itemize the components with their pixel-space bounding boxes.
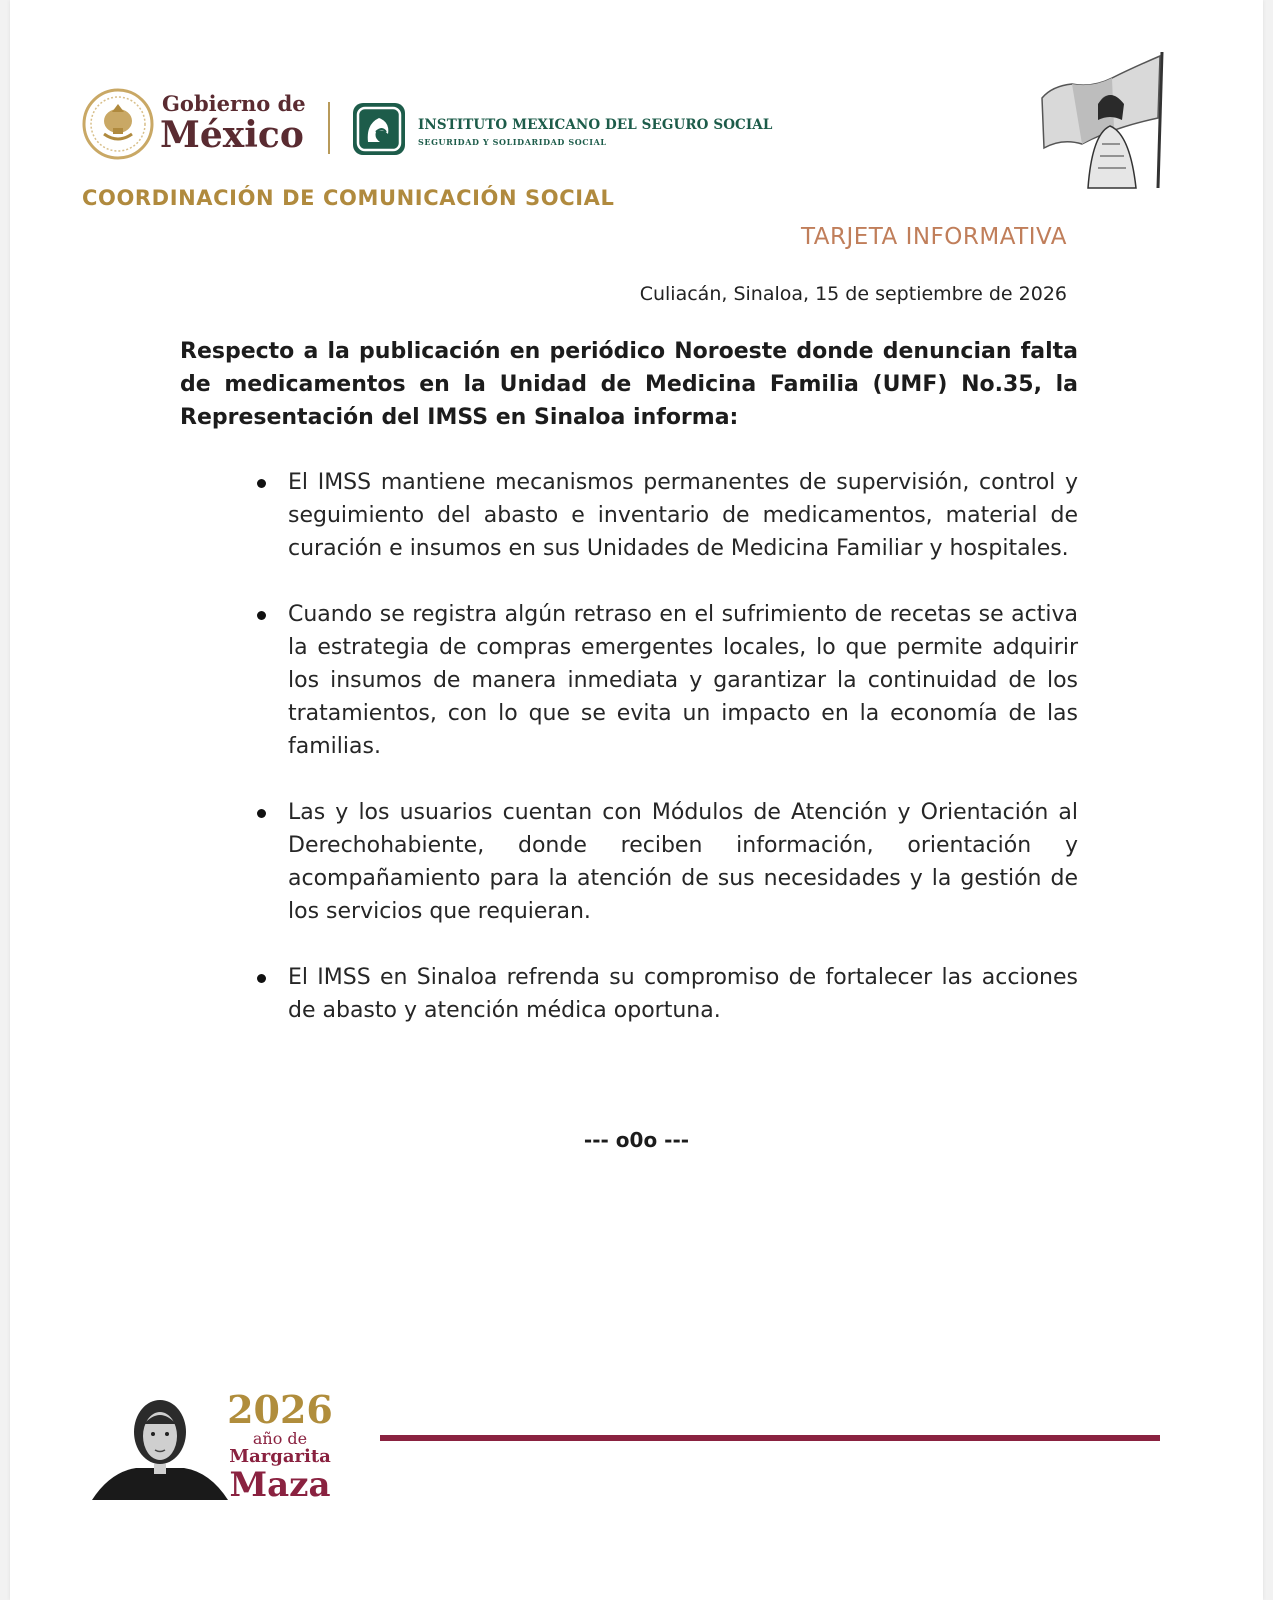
year-maza: Maza: [229, 1465, 331, 1505]
mexico-label: México: [160, 114, 304, 156]
bullet-icon: [257, 611, 266, 620]
document-page: [10, 0, 1263, 1600]
year-badge: [220, 1387, 340, 1505]
imss-logo-icon: [352, 102, 406, 156]
gobierno-label: Gobierno de: [162, 91, 306, 116]
bullet-icon: [257, 479, 266, 488]
margarita-maza-portrait: [92, 1384, 228, 1500]
bullet-text: El IMSS mantiene mecanismos permanentes de supervisión, control y seguimiento del abasto e inventario de medicamentos, material de curación e insumos en sus Unidades de Medicina Familiar y hospitales.: [288, 470, 1078, 561]
imss-tagline: SEGURIDAD Y SOLIDARIDAD SOCIAL: [418, 137, 607, 147]
bullet-list: [250, 466, 1078, 1060]
list-item: [250, 961, 1078, 1027]
place-date: Culiacán, Sinaloa, 15 de septiembre de 2026: [639, 283, 1067, 305]
year-anio-de: año de: [252, 1429, 308, 1448]
coordinacion-title: COORDINACIÓN DE COMUNICACIÓN SOCIAL: [82, 186, 615, 210]
document-type-label: TARJETA INFORMATIVA: [800, 224, 1067, 250]
closing-mark: --- o0o ---: [583, 1128, 690, 1152]
bullet-icon: [257, 974, 266, 983]
list-item: [250, 598, 1078, 763]
bullet-text: El IMSS en Sinaloa refrenda su compromiso de fortalecer las acciones de abasto y atención médica oportuna.: [288, 965, 1078, 1023]
year-margarita: Margarita: [229, 1446, 331, 1467]
woman-with-flag-illustration: [1032, 48, 1180, 196]
logo-divider: [328, 102, 330, 154]
year-number: 2026: [227, 1387, 333, 1432]
list-item: [250, 466, 1078, 565]
mexico-coat-of-arms-icon: [82, 88, 154, 160]
list-item: [250, 796, 1078, 928]
imss-name: INSTITUTO MEXICANO DEL SEGURO SOCIAL: [418, 117, 773, 133]
footer-divider: [380, 1435, 1160, 1441]
bullet-text: Cuando se registra algún retraso en el sufrimiento de recetas se activa la estrategia de compras emergentes locales, lo que permite adquirir los insumos de manera inmediata y garantizar la continuidad de los tratamientos, con lo que se evita un impacto en la economía de las familias.: [288, 602, 1078, 759]
intro-paragraph: Respecto a la publicación en periódico Noroeste donde denuncian falta de medicamentos en la Unidad de Medicina Familia (UMF) No.35, la Representación del IMSS en Sinaloa informa:: [180, 339, 1078, 430]
gobierno-de-mexico-logo: [162, 92, 306, 154]
bullet-icon: [257, 809, 266, 818]
bullet-text: Las y los usuarios cuentan con Módulos de Atención y Orientación al Derechohabiente, donde reciben información, orientación y acompañamiento para la atención de sus necesidades y la gestión de los servicios que requieran.: [288, 800, 1078, 924]
